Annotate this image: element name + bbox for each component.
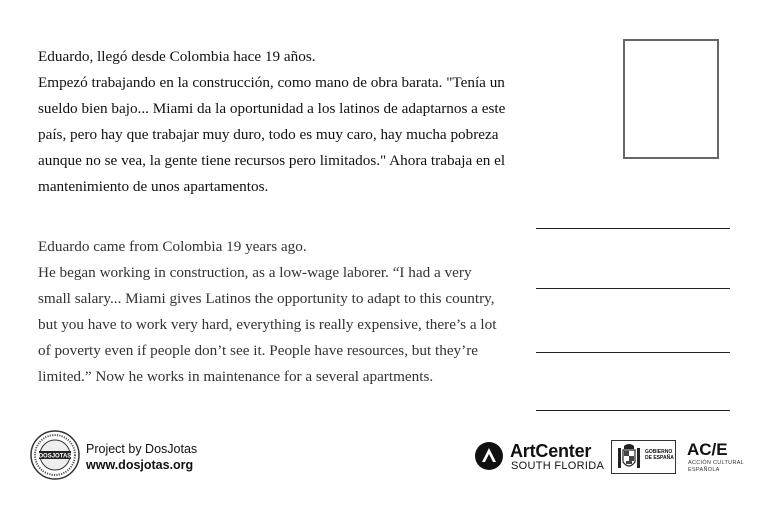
ace-subtitle-2: ESPAÑOLA: [688, 467, 720, 473]
gobierno-line-2: DE ESPAÑA: [645, 455, 674, 461]
dosjotas-seal-icon: [30, 430, 80, 480]
address-line-3: [536, 352, 730, 353]
stamp-box: [623, 39, 719, 159]
artcenter-logo-icon: [474, 441, 504, 471]
artcenter-subtitle: SOUTH FLORIDA: [511, 460, 605, 472]
artcenter-name: ArtCenter: [510, 441, 592, 461]
english-text-block: [38, 234, 508, 390]
website-link[interactable]: www.dosjotas.org: [86, 458, 194, 472]
address-line-4: [536, 410, 730, 411]
gobierno-line-1: GOBIERNO: [645, 449, 673, 455]
english-paragraph: He began working in construction, as a low-wage laborer. “I had a very small salary... Miami gives Latinos the opportunity to adapt to this country, but you have to work very hard, everything is really expensive, there’s a lot of poverty even if people don’t see it. People have resources, but they’re limited.” Now he works in maintenance for a several apartments.: [38, 264, 497, 385]
spanish-paragraph: Empezó trabajando en la construcción, como mano de obra barata. "Tenía un sueldo bien bajo... Miami da la oportunidad a los latinos de adaptarnos a este país, pero hay que trabajar muy duro, todo es muy caro, hay mucha pobreza aunque no se vea, la gente tiene recursos pero limitados." Ahora trabaja en el mantenimiento de unos apartamentos.: [38, 74, 506, 195]
spanish-intro: Eduardo, llegó desde Colombia hace 19 años.: [38, 48, 316, 65]
address-line-1: [536, 228, 730, 229]
address-line-2: [536, 288, 730, 289]
english-intro: Eduardo came from Colombia 19 years ago.: [38, 238, 307, 255]
spanish-text-block: [38, 44, 508, 200]
seal-text: DOSJOTAS: [38, 453, 72, 460]
coat-of-arms-icon: [616, 442, 642, 472]
gobierno-text: [645, 449, 674, 461]
ace-name: AC/E: [687, 440, 728, 459]
project-label: Project by DosJotas: [86, 442, 198, 456]
ace-subtitle-1: ACCIÓN CULTURAL: [688, 460, 745, 466]
